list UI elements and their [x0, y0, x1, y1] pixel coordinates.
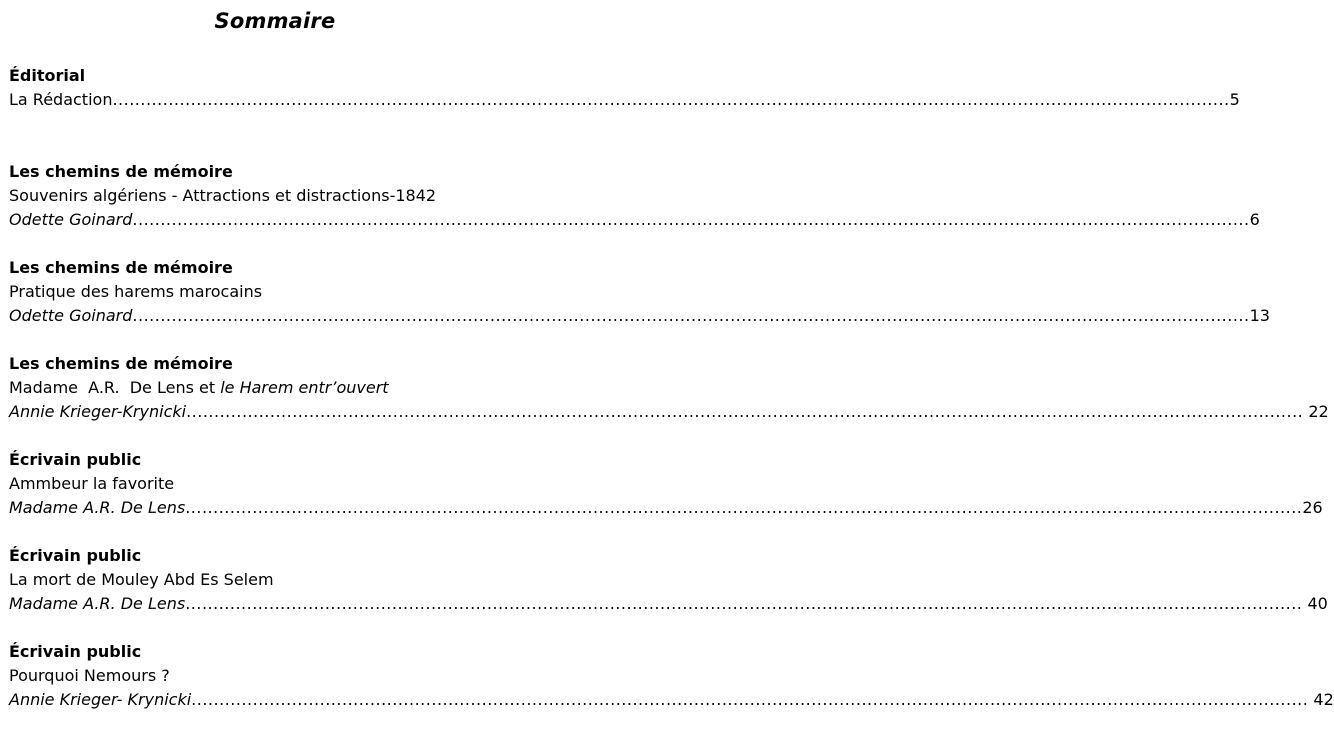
section-heading: Écrivain public: [9, 546, 142, 565]
toc-line: [9, 400, 1329, 424]
toc-line: [9, 208, 1260, 232]
toc-entry: [9, 160, 1260, 256]
author-name: Odette Goinard: [9, 210, 133, 229]
author-name: Madame A.R. De Lens: [9, 594, 186, 613]
toc-line: [9, 592, 1328, 616]
author-name: Odette Goinard: [9, 306, 133, 325]
page-number: 40: [1302, 594, 1328, 613]
toc-entry: [9, 640, 1334, 736]
table-of-contents: [9, 64, 1334, 736]
dot-leader: ........................................................................................................................................................................................................: [132, 306, 1250, 325]
dot-leader: ........................................................................................................................................................................................................: [112, 90, 1230, 109]
toc-line: [9, 304, 1270, 328]
page-number: 5: [1229, 90, 1240, 109]
section-heading: Les chemins de mémoire: [9, 354, 233, 373]
toc-line: [9, 88, 1240, 112]
section-heading: Écrivain public: [9, 450, 142, 469]
toc-line: [9, 496, 1323, 520]
toc-entry: [9, 64, 1240, 160]
dot-leader: ........................................................................................................................................................................................................: [186, 402, 1304, 421]
dot-leader: ........................................................................................................................................................................................................: [185, 498, 1303, 517]
toc-entry: [9, 352, 1329, 448]
section-heading: Les chemins de mémoire: [9, 162, 233, 181]
page-number: 42: [1308, 690, 1334, 709]
toc-entry: [9, 448, 1323, 544]
article-title: [9, 376, 541, 400]
article-title-part: Madame A.R. De Lens et: [9, 378, 221, 397]
author-name: Annie Krieger-Krynicki: [9, 402, 187, 421]
article-title: Souvenirs algériens - Attractions et distractions-1842: [9, 186, 437, 205]
toc-line: [9, 688, 1334, 712]
page-number: 13: [1249, 306, 1270, 325]
author-name: La Rédaction: [9, 90, 113, 109]
section-heading: Éditorial: [9, 66, 86, 85]
author-name: Madame A.R. De Lens: [9, 498, 186, 517]
section-heading: Écrivain public: [9, 642, 142, 661]
toc-entry: [9, 256, 1270, 352]
article-title: Ammbeur la favorite: [9, 474, 175, 493]
article-title: La mort de Mouley Abd Es Selem: [9, 570, 274, 589]
page-number: 22: [1303, 402, 1329, 421]
dot-leader: ........................................................................................................................................................................................................: [132, 210, 1250, 229]
author-name: Annie Krieger- Krynicki: [9, 690, 192, 709]
section-heading: Les chemins de mémoire: [9, 258, 233, 277]
toc-entry: [9, 544, 1328, 640]
article-title-italic-part: le Harem entr’ouvert: [220, 378, 389, 397]
page-number: 6: [1249, 210, 1260, 229]
dot-leader: ........................................................................................................................................................................................................: [185, 594, 1303, 613]
article-title: Pourquoi Nemours ?: [9, 666, 170, 685]
page-title: Sommaire: [214, 9, 336, 33]
page-number: 26: [1302, 498, 1323, 517]
dot-leader: ........................................................................................................................................................................................................: [191, 690, 1309, 709]
article-title: Pratique des harems marocains: [9, 282, 263, 301]
